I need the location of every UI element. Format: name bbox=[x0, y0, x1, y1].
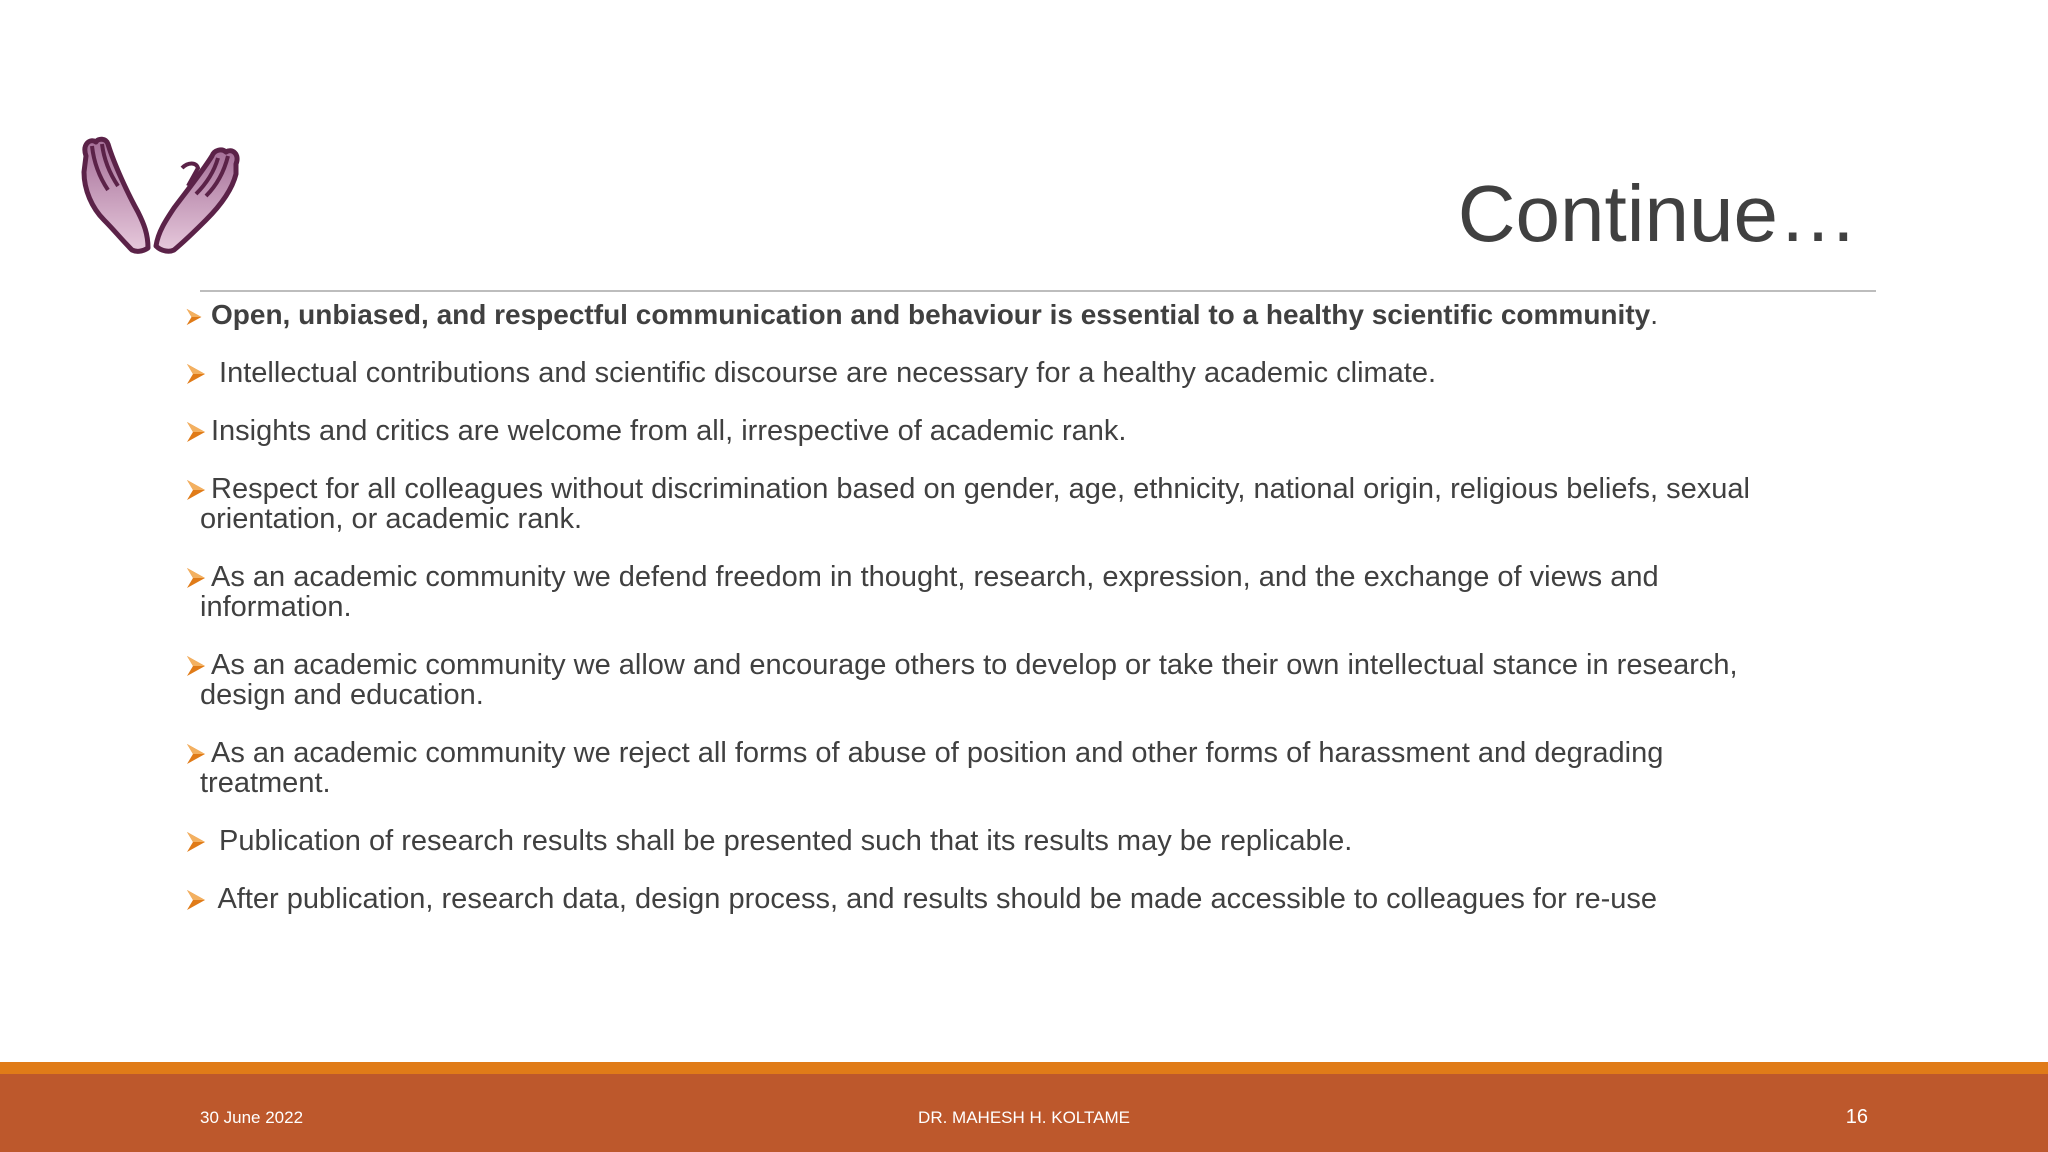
arrow-bullet-icon bbox=[185, 830, 207, 854]
bullet-item bbox=[185, 826, 1885, 856]
bullet-text-line1: As an academic community we allow and encourage others to develop or take their own intellectual stance in research, bbox=[211, 649, 1738, 681]
bullet-item bbox=[185, 562, 1885, 622]
praying-hands-icon bbox=[78, 134, 244, 260]
bullet-text: After publication, research data, design process, and results should be made accessible to colleagues for re-use bbox=[211, 883, 1657, 915]
bullet-item bbox=[185, 358, 1885, 388]
bullet-list bbox=[185, 300, 1885, 914]
bullet-item bbox=[185, 416, 1885, 446]
bullet-text-line2: design and education. bbox=[200, 679, 484, 711]
arrow-bullet-icon bbox=[185, 478, 207, 502]
slide-title: Continue… bbox=[1457, 169, 1858, 258]
bullet-suffix: . bbox=[1650, 299, 1658, 330]
bullet-text: Open, unbiased, and respectful communication and behaviour is essential to a healthy scientific community bbox=[211, 299, 1651, 330]
bullet-text-line2: information. bbox=[200, 591, 352, 623]
bullet-item bbox=[185, 884, 1885, 914]
bullet-item bbox=[185, 474, 1885, 534]
footer-author: DR. MAHESH H. KOLTAME bbox=[918, 1108, 1130, 1127]
bullet-text: Publication of research results shall be presented such that its results may be replicable. bbox=[211, 825, 1353, 857]
footer-date: 30 June 2022 bbox=[200, 1108, 304, 1127]
arrow-bullet-icon bbox=[185, 362, 207, 386]
bullet-text-line1: Respect for all colleagues without discrimination based on gender, age, ethnicity, national origin, religious beliefs, sexual bbox=[211, 473, 1750, 505]
bullet-text-line2: orientation, or academic rank. bbox=[200, 503, 583, 535]
footer-accent-stripe bbox=[0, 1062, 2048, 1074]
bullet-text-line2: treatment. bbox=[200, 767, 331, 799]
slide-number: 16 bbox=[1845, 1106, 1868, 1128]
bullet-item bbox=[185, 300, 1885, 330]
bullet-text-line1: As an academic community we defend freedom in thought, research, expression, and the exchange of views and bbox=[211, 561, 1659, 593]
arrow-bullet-icon bbox=[185, 742, 207, 766]
arrow-bullet-icon bbox=[185, 304, 207, 328]
bullet-text-line1: As an academic community we reject all forms of abuse of position and other forms of harassment and degrading bbox=[211, 737, 1664, 769]
bullet-text: Insights and critics are welcome from all, irrespective of academic rank. bbox=[211, 415, 1127, 447]
arrow-bullet-icon bbox=[185, 888, 207, 912]
title-divider bbox=[200, 290, 1876, 292]
bullet-item bbox=[185, 738, 1885, 798]
slide-footer bbox=[0, 1074, 2048, 1152]
bullet-item bbox=[185, 650, 1885, 710]
arrow-bullet-icon bbox=[185, 420, 207, 444]
arrow-bullet-icon bbox=[185, 566, 207, 590]
bullet-text: Intellectual contributions and scientific discourse are necessary for a healthy academic climate. bbox=[211, 357, 1437, 389]
arrow-bullet-icon bbox=[185, 654, 207, 678]
